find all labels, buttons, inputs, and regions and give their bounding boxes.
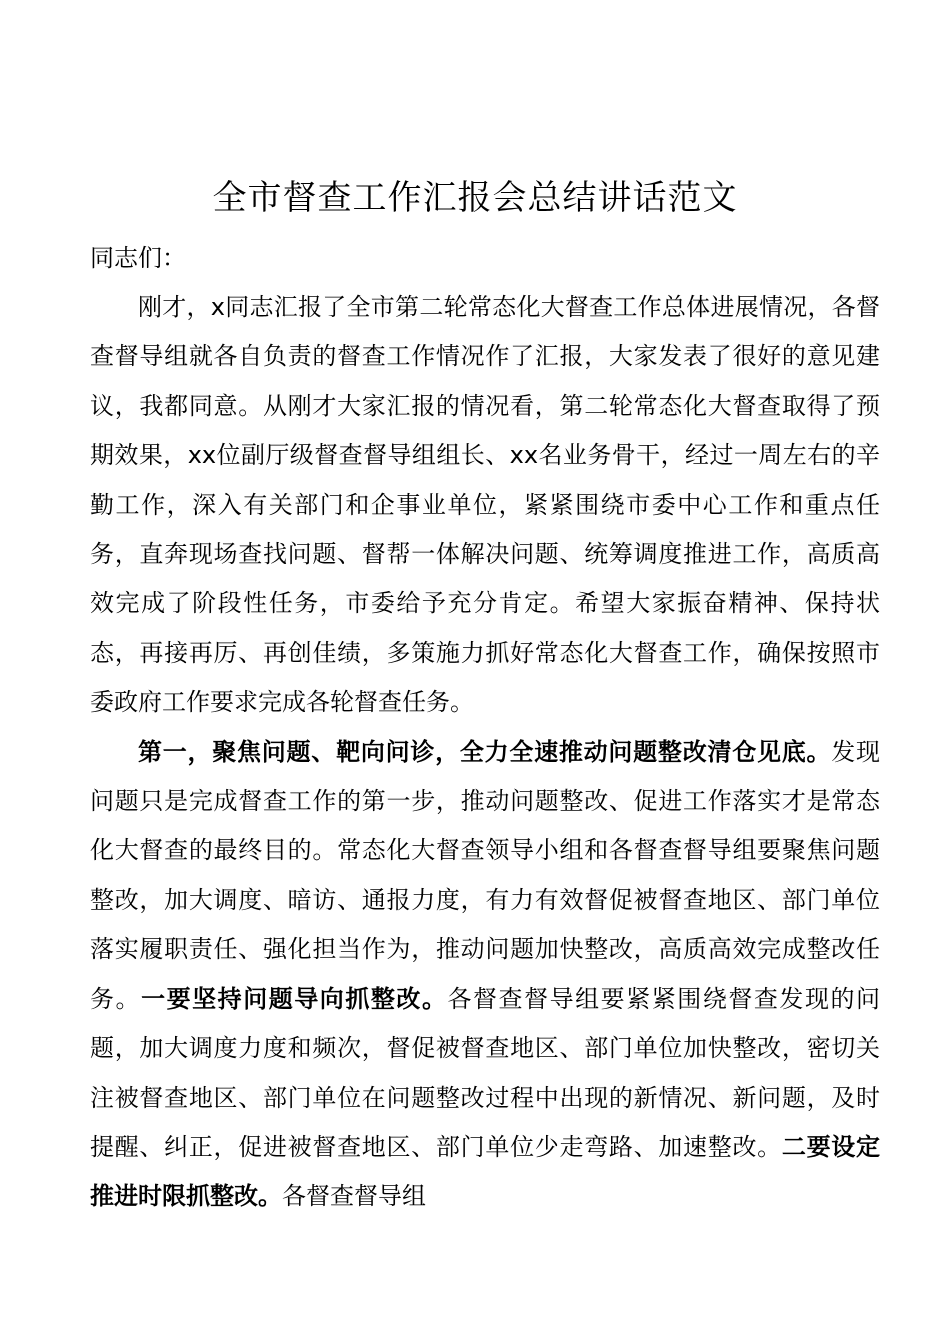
paragraph-text: 发现问题只是完成督查工作的第一步，推动问题整改、促进工作落实才是常态化大督查的最终目的。常态化大督查领导小组和各督查督导组要聚焦问题整改，加大调度、暗访、通报力度，有力有效督促被督查地区、部门单位落实履职责任、强化担当作为，推动问题加快整改，高质高效完成整改任务。 [90, 737, 881, 1013]
salutation: 同志们： [90, 244, 186, 272]
document-title: 全市督查工作汇报会总结讲话范文 [212, 178, 738, 218]
subpoint-heading-2: 二要设定推进时限抓整改。 [90, 1132, 881, 1211]
document-body [90, 283, 880, 1222]
paragraph-text: 各督查督导组 [282, 1182, 426, 1211]
paragraph-intro: 刚才，x同志汇报了全市第二轮常态化大督查工作总体进展情况，各督查督导组就各自负责的督查工作情况作了汇报，大家发表了很好的意见建议，我都同意。从刚才大家汇报的情况看，第二轮常态化大督查取得了预期效果，xx位副厅级督查督导组组长、xx名业务骨干，经过一周左右的辛勤工作，深入有关部门和企事业单位，紧紧围绕市委中心工作和重点任务，直奔现场查找问题、督帮一体解决问题、统筹调度推进工作，高质高效完成了阶段性任务，市委给予充分肯定。希望大家振奋精神、保持状态，再接再厉、再创佳绩，多策施力抓好常态化大督查工作，确保按照市委政府工作要求完成各轮督查任务。 [90, 293, 880, 717]
subpoint-heading-1: 一要坚持问题导向抓整改。 [141, 984, 448, 1013]
paragraph-text: 各督查督导组要紧紧围绕督查发现的问题，加大调度力度和频次，督促被督查地区、部门单位加快整改，密切关注被督查地区、部门单位在问题整改过程中出现的新情况、新问题，及时提醒、纠正，促进被督查地区、部门单位少走弯路、加速整改。 [90, 984, 881, 1161]
section-heading: 第一，聚焦问题、靶向问诊，全力全速推动问题整改清仓见底。 [138, 737, 832, 766]
paragraph-first-point [90, 728, 880, 1222]
